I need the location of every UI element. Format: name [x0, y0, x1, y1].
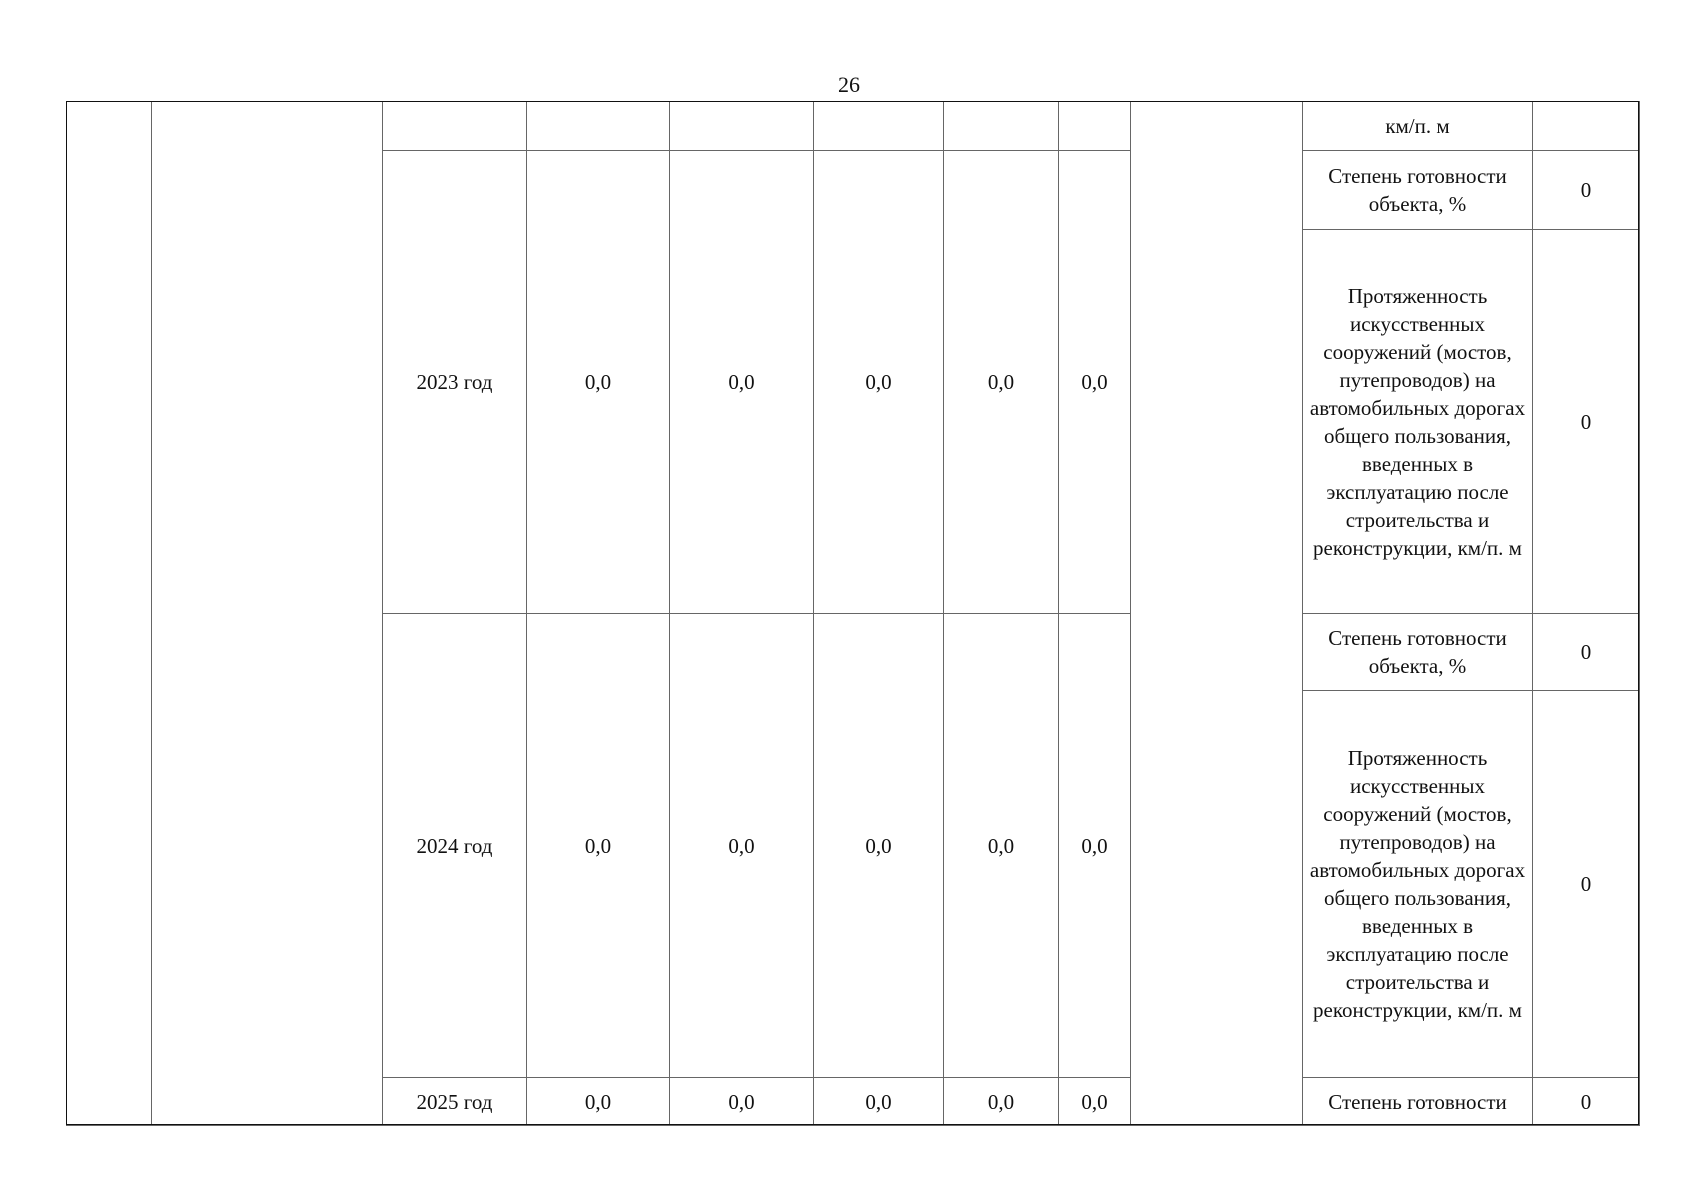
value-cell: [669, 1077, 814, 1126]
indicator-value-cell-text: 0: [1580, 872, 1592, 896]
value-cell: [943, 101, 1059, 151]
indicator-name-cell-text: Степень готовности: [1328, 1089, 1507, 1114]
indicator-name-cell-text: км/п. м: [1385, 114, 1450, 138]
value-cell-text: 0,0: [1081, 1089, 1108, 1114]
value-cell-text: 0,0: [584, 370, 612, 394]
value-cell: [813, 150, 944, 614]
value-cell-text: 0,0: [987, 1089, 1015, 1114]
value-cell-text: 0,0: [865, 370, 892, 394]
value-cell: [943, 150, 1059, 614]
value-cell-text: 0,0: [987, 370, 1015, 394]
indicator-value-cell-text: 0: [1580, 409, 1592, 434]
year-cell-text: 2023 год: [416, 370, 493, 394]
value-cell: [526, 613, 670, 1078]
indicator-name-cell: [1302, 101, 1533, 151]
value-cell: [943, 1077, 1059, 1126]
value-cell: [526, 150, 670, 614]
year-cell-text: 2025 год: [416, 1089, 493, 1114]
indicator-name-cell: [1302, 150, 1533, 230]
value-cell: [669, 613, 814, 1078]
year-cell: [382, 150, 527, 614]
indicator-name-cell: [1302, 229, 1533, 614]
year-cell: [382, 101, 527, 151]
value-cell-text: 0,0: [1081, 370, 1108, 394]
executor-column-cell: [1130, 101, 1303, 1126]
year-cell: [382, 613, 527, 1078]
value-cell: [813, 1077, 944, 1126]
value-cell-text: 0,0: [865, 833, 892, 858]
value-cell-text: 0,0: [1081, 833, 1108, 858]
number-column-cell: [66, 101, 152, 1126]
value-cell: [669, 150, 814, 614]
indicator-name-cell-text: Степень готовности объекта, %: [1328, 626, 1507, 678]
indicator-value-cell: [1532, 690, 1640, 1078]
value-cell: [813, 101, 944, 151]
indicator-value-cell-text: 0: [1580, 1089, 1592, 1114]
value-cell: [669, 101, 814, 151]
year-cell: [382, 1077, 527, 1126]
indicator-name-cell: [1302, 1077, 1533, 1126]
value-cell: [1058, 101, 1131, 151]
indicator-name-cell-text: Степень готовности объекта, %: [1328, 164, 1507, 216]
indicator-name-cell-text: Протяженность искусственных сооружений (мостов, путепроводов) на автомобильных дорогах общего пользования, введенных в эксплуатацию после строительства и реконструкции, км/п. м: [1309, 283, 1526, 560]
value-cell-text: 0,0: [987, 833, 1015, 858]
year-cell-text: 2024 год: [416, 833, 493, 858]
value-cell: [943, 613, 1059, 1078]
indicator-name-cell: [1302, 613, 1533, 691]
page-number: 26: [838, 72, 860, 97]
value-cell-text: 0,0: [865, 1089, 892, 1114]
value-cell: [526, 101, 670, 151]
value-cell-text: 0,0: [728, 1089, 755, 1114]
indicator-name-cell-text: Протяженность искусственных сооружений (мостов, путепроводов) на автомобильных дорогах общего пользования, введенных в эксплуатацию после строительства и реконструкции, км/п. м: [1309, 746, 1526, 1022]
value-cell: [1058, 1077, 1131, 1126]
value-cell-text: 0,0: [584, 833, 612, 858]
value-cell: [813, 613, 944, 1078]
indicator-value-cell-text: 0: [1580, 640, 1592, 664]
value-cell-text: 0,0: [728, 833, 755, 858]
value-cell-text: 0,0: [728, 370, 755, 394]
value-cell: [526, 1077, 670, 1126]
indicator-value-cell: [1532, 229, 1640, 614]
indicator-value-cell: [1532, 1077, 1640, 1126]
indicator-value-cell: [1532, 613, 1640, 691]
indicator-value-cell-text: 0: [1580, 178, 1592, 202]
value-cell: [1058, 150, 1131, 614]
value-cell-text: 0,0: [584, 1089, 612, 1114]
indicator-value-cell: [1532, 150, 1640, 230]
value-cell: [1058, 613, 1131, 1078]
indicator-value-cell: [1532, 101, 1640, 151]
name-column-cell: [151, 101, 383, 1126]
indicator-name-cell: [1302, 690, 1533, 1078]
